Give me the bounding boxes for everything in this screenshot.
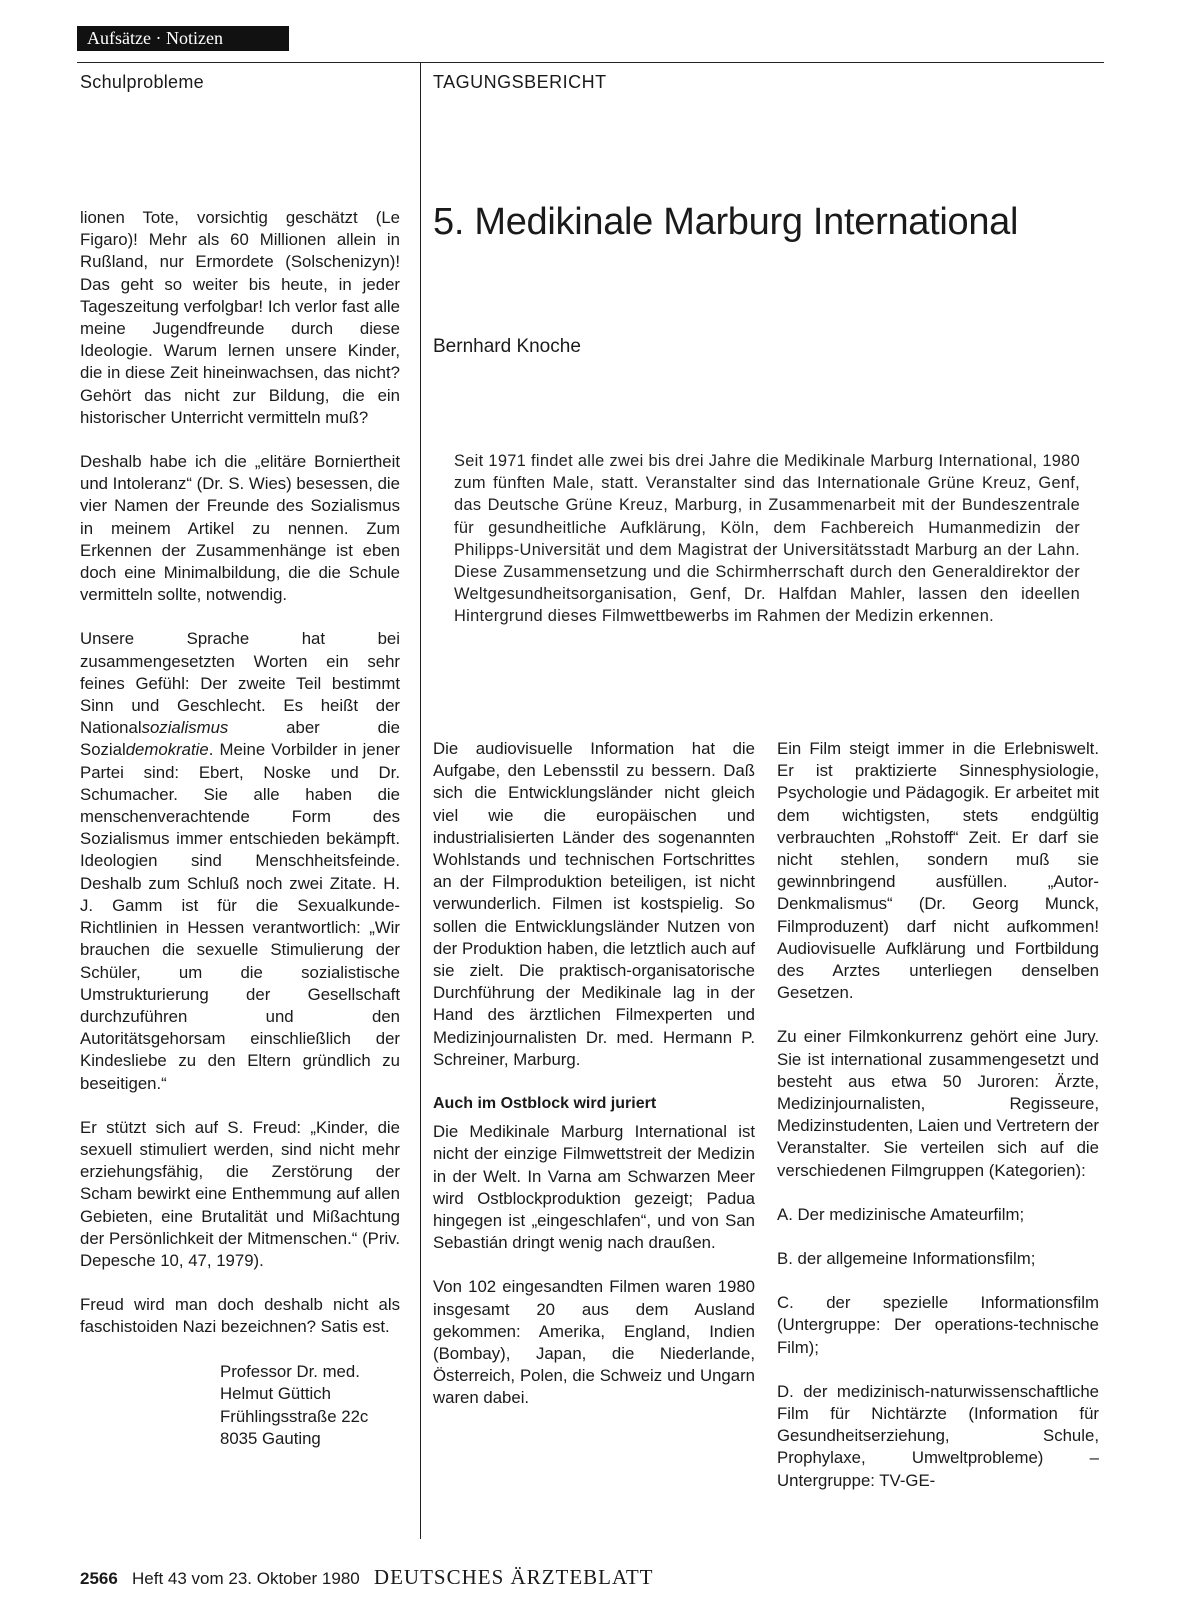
article-column-1	[433, 738, 755, 1432]
signature-line: 8035 Gauting	[220, 1429, 321, 1449]
category-item: B. der allgemeine Informationsfilm;	[777, 1249, 1036, 1269]
letter-paragraph-5: Freud wird man doch deshalb nicht als faschistoiden Nazi bezeichnen? Satis est.	[80, 1295, 400, 1337]
letter-text: Unsere Sprache hat bei zusammengesetzten Worten ein sehr feines Gefühl: Der zweite Teil bestimmt Sinn und Geschlecht. Es heißt der National	[80, 629, 400, 738]
signature-line: Professor Dr. med.	[220, 1361, 360, 1381]
letter-paragraph-1: lionen Tote, vorsichtig geschätzt (Le Figaro)! Mehr als 60 Millionen allein in Rußland, nur Ermordete (Solschenizyn)! Das geht so weiter bis heute, in jeder Tageszeitung verfolgbar! Ich verlor fast alle meine Jugendfreunde durch diese Ideologie. Warum lernen unsere Kinder, die in diese Zeit hineinwachsen, das nicht? Gehört das nicht zur Bildung, die ein historischer Unterricht vermitteln muß?	[80, 208, 400, 427]
right-column-header: TAGUNGSBERICHT	[433, 72, 607, 92]
letter-text: aber die Sozial	[80, 718, 400, 760]
header-rule	[77, 62, 1104, 63]
emphasis-text: sozialismus	[141, 718, 229, 738]
article-column-2	[777, 738, 1099, 1514]
category-item: C. der spezielle Informationsfilm (Untergruppe: Der operations-technische Film);	[777, 1293, 1099, 1357]
article-paragraph: Die audiovisuelle Information hat die Aufgabe, den Lebensstil zu bessern. Daß sich die Entwicklungsländer nicht gleich viel wie die europäischen und industrialisierten Länder des sogenannten Wohlstands und technischen Fortschrittes an der Filmproduktion beteiligen, ist nicht verwunderlich. Filmen ist kostspielig. So sollen die Entwicklungsländer Nutzen von der Produktion haben, die letztlich auch auf sie zielt. Die praktisch-organisatorische Durchführung der Medikinale lag in der Hand des ärztlichen Filmexperten und Medizinjournalisten Dr. med. Hermann P. Schreiner, Marburg.	[433, 739, 755, 1069]
emphasis-text: demokratie	[125, 740, 209, 760]
column-divider	[420, 62, 421, 1539]
left-column-header: Schulprobleme	[80, 72, 204, 92]
letter-text: . Meine Vorbilder in jener Partei sind: Ebert, Noske und Dr. Schumacher. Sie alle haben die menschenverachtende Form des Sozialismus immer entschieden bekämpft. Ideologien sind Menschheitsfeinde. Deshalb zum Schluß noch zwei Zitate. H. J. Gamm ist für die Sexualkunde-Richtlinien in Hessen verantwortlich: „Wir brauchen die sexuelle Stimulierung der Schüler, um die sozialistische Umstrukturierung der Gesellschaft durchzuführen und den Autoritätsgehorsam einschließlich der Kindesliebe zu den Eltern gründlich zu beseitigen.“	[80, 740, 400, 1093]
letter-paragraph-3	[80, 628, 400, 1094]
journal-name: DEUTSCHES ÄRZTEBLATT	[373, 1565, 654, 1589]
category-item: A. Der medizinische Amateurfilm;	[777, 1204, 1025, 1224]
article-author: Bernhard Knoche	[433, 336, 581, 357]
letter-signature	[220, 1361, 400, 1451]
letter-paragraph-4: Er stützt sich auf S. Freud: „Kinder, die sexuell stimuliert werden, sind nicht mehr erziehungsfähig, die Zerstörung der Scham bewirkt eine Enthemmung auf allen Gebieten, eine Brutalität und Mißachtung der Persönlichkeit der Mitmenschen.“ (Priv. Depesche 10, 47, 1979).	[80, 1117, 400, 1270]
article-paragraph: Von 102 eingesandten Filmen waren 1980 insgesamt 20 aus dem Ausland gekommen: Amerika, England, Indien (Bombay), Japan, die Niederlande, Österreich, Polen, die Schweiz und Ungarn waren dabei.	[433, 1277, 755, 1408]
signature-line: Frühlingsstraße 22c	[220, 1406, 369, 1426]
section-tag: Aufsätze · Notizen	[77, 26, 289, 51]
page-footer	[80, 1565, 654, 1590]
page-number: 2566	[80, 1569, 118, 1588]
letter-paragraph-2: Deshalb habe ich die „elitäre Borniertheit und Intoleranz“ (Dr. S. Wies) besessen, die vier Namen der Freunde des Sozialismus in meinem Artikel zu nennen. Zum Erkennen der Zusammenhänge ist eben doch eine Minimalbildung, die die Schule vermitteln sollte, notwendig.	[80, 452, 400, 605]
signature-line: Helmut Güttich	[220, 1384, 331, 1404]
category-item: D. der medizinisch-naturwissenschaftliche Film für Nichtärzte (Information für Gesundheitserziehung, Schule, Prophylaxe, Umweltprobleme) – Untergruppe: TV-GE-	[777, 1381, 1099, 1490]
article-subheading: Auch im Ostblock wird juriert	[433, 1095, 657, 1113]
article-paragraph: Ein Film steigt immer in die Erlebniswelt. Er ist praktizierte Sinnesphysiologie, Psychologie und Pädagogik. Er arbeitet mit dem wichtigsten, stets endgültig verbrauchten „Rohstoff“ Zeit. Er darf sie nicht stehlen, sondern muß sie gewinnbringend ausfüllen. „Autor-Denkmalismus“ (Dr. Georg Munck, Filmproduzent) darf nicht aufkommen! Audiovisuelle Aufklärung und Fortbildung des Arztes unterliegen denselben Gesetzen.	[777, 739, 1099, 1003]
letter-column	[80, 207, 400, 1451]
issue-info: Heft 43 vom 23. Oktober 1980	[132, 1569, 360, 1588]
article-paragraph: Die Medikinale Marburg International ist nicht der einzige Filmwettstreit der Medizin in der Welt. In Varna am Schwarzen Meer wird Ostblockproduktion gezeigt; Padua hingegen ist „eingeschlafen“, und von San Sebastián dringt wenig nach draußen.	[433, 1122, 755, 1253]
article-abstract: Seit 1971 findet alle zwei bis drei Jahre die Medikinale Marburg International, 1980 zum fünften Male, statt. Veranstalter sind das Internationale Grüne Kreuz, Genf, das Deutsche Grüne Kreuz, Marburg, in Zusammenarbeit mit der Bundeszentrale für gesundheitliche Aufklärung, Köln, dem Fachbereich Humanmedizin der Philipps-Universität und dem Magistrat der Universitätsstadt Marburg an der Lahn. Diese Zusammensetzung und die Schirmherrschaft durch den Generaldirektor der Weltgesundheitsorganisation, Genf, Dr. Halfdan Mahler, lassen den ideellen Hintergrund dieses Filmwettbewerbs im Rahmen der Medizin erkennen.	[454, 452, 1080, 626]
article-title: 5. Medikinale Marburg International	[433, 201, 1019, 243]
article-paragraph: Zu einer Filmkonkurrenz gehört eine Jury. Sie ist international zusammengesetzt und besteht aus etwa 50 Juroren: Ärzte, Medizinjournalisten, Regisseure, Medizinstudenten, Laien und Vertretern der Veranstalter. Sie verteilen sich auf die verschiedenen Filmgruppen (Kategorien):	[777, 1027, 1099, 1180]
